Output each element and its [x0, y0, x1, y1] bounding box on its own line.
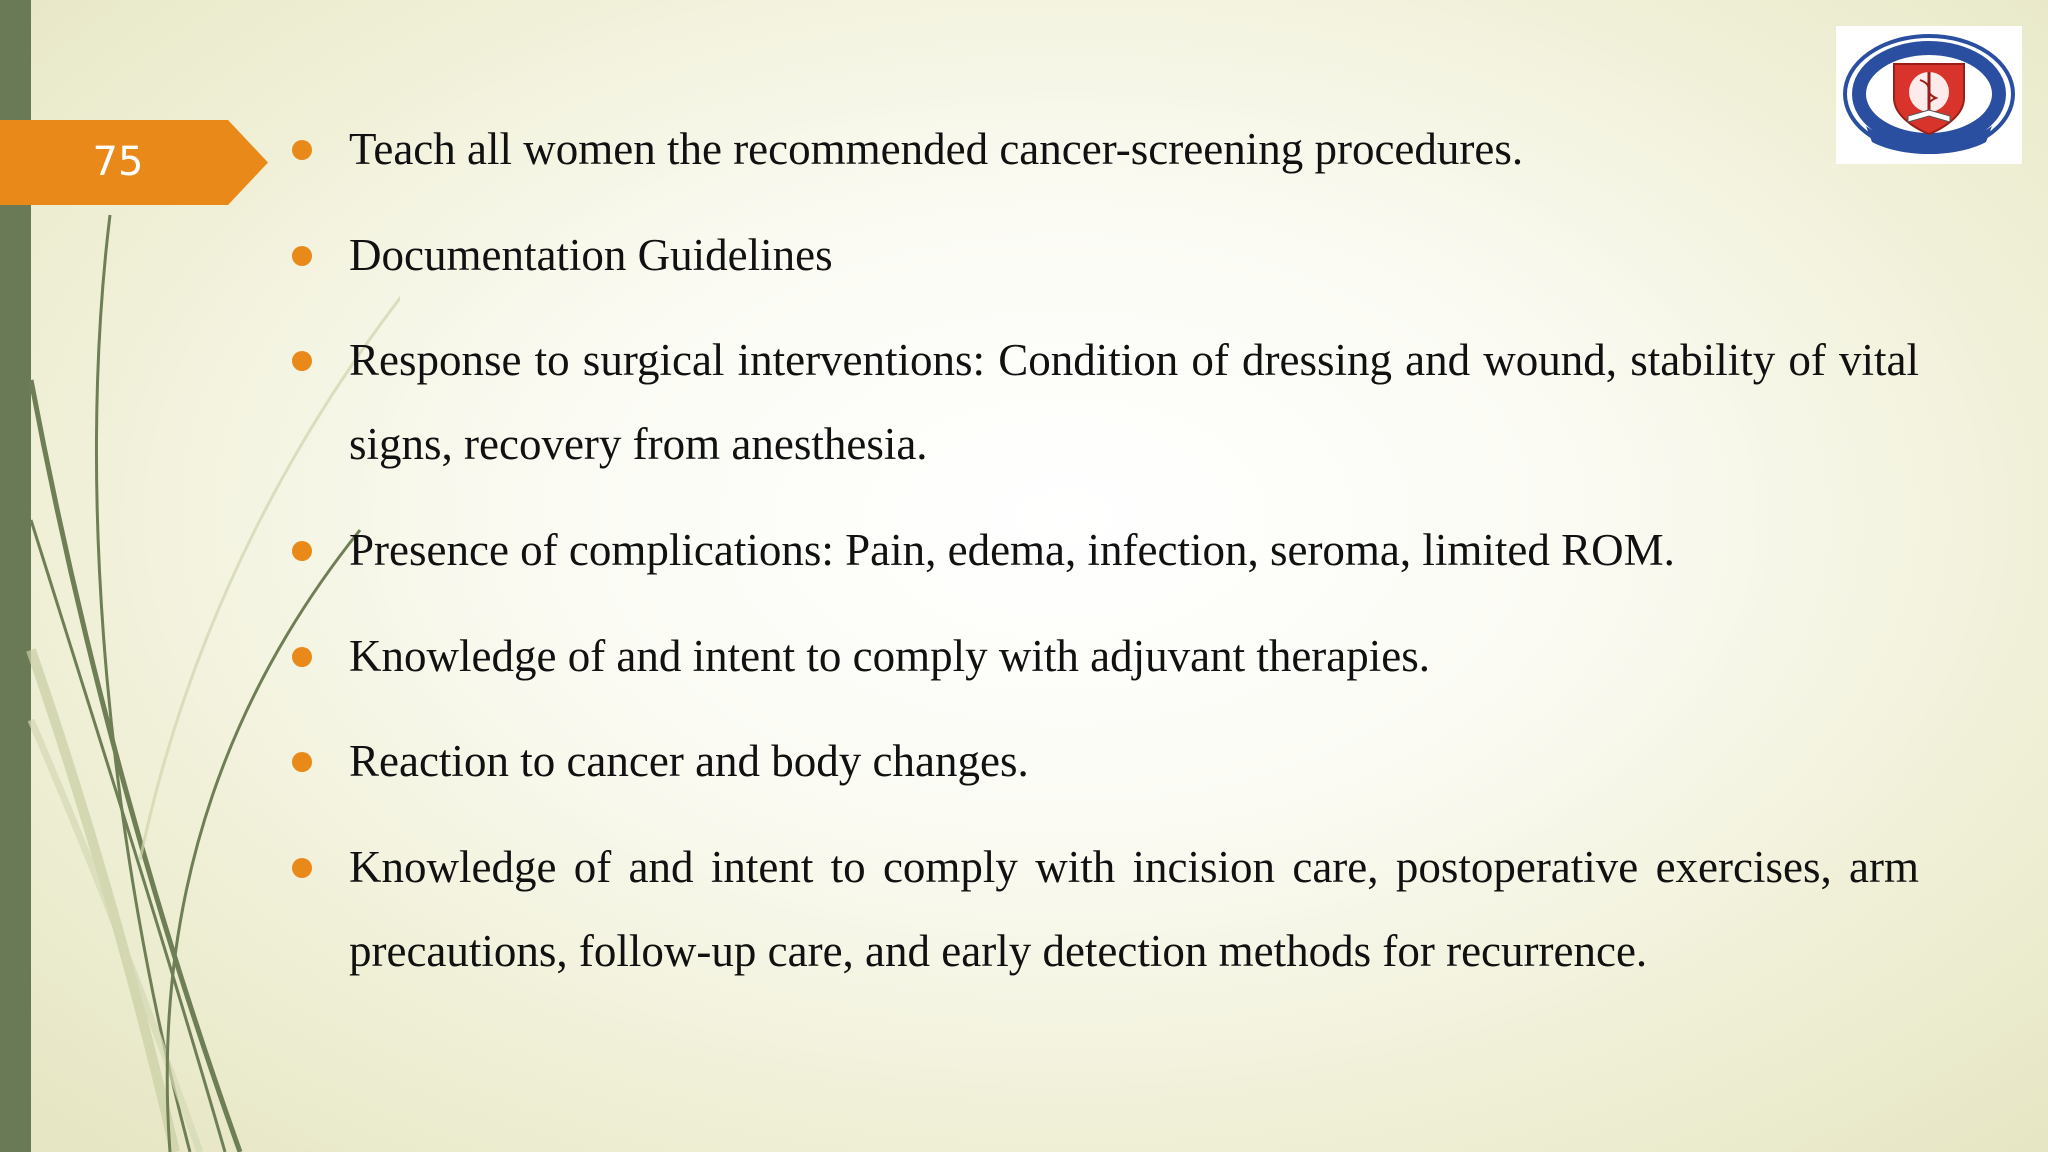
bullet-icon	[292, 858, 312, 878]
bullet-item: Reaction to cancer and body changes.	[349, 736, 1029, 786]
bullet-icon	[292, 351, 312, 371]
bullet-item: Teach all women the recommended cancer-screening procedures.	[349, 124, 1524, 174]
bullet-icon	[292, 246, 312, 266]
bullet-item: Response to surgical interventions: Condition of dressing and wound, stability of vital signs, recovery from anesthesia.	[349, 335, 1919, 469]
page-number: 75	[92, 139, 144, 185]
bullet-icon	[292, 752, 312, 772]
bullet-icon	[292, 647, 312, 667]
bullet-icon	[292, 140, 312, 160]
bullet-item: Presence of complications: Pain, edema, infection, seroma, limited ROM.	[349, 525, 1675, 575]
bullet-item: Knowledge of and intent to comply with incision care, postoperative exercises, arm precautions, follow-up care, and early detection methods for recurrence.	[349, 842, 1919, 976]
bullet-item: Knowledge of and intent to comply with adjuvant therapies.	[349, 631, 1430, 681]
bullet-item: Documentation Guidelines	[349, 230, 833, 280]
bullet-icon	[292, 541, 312, 561]
